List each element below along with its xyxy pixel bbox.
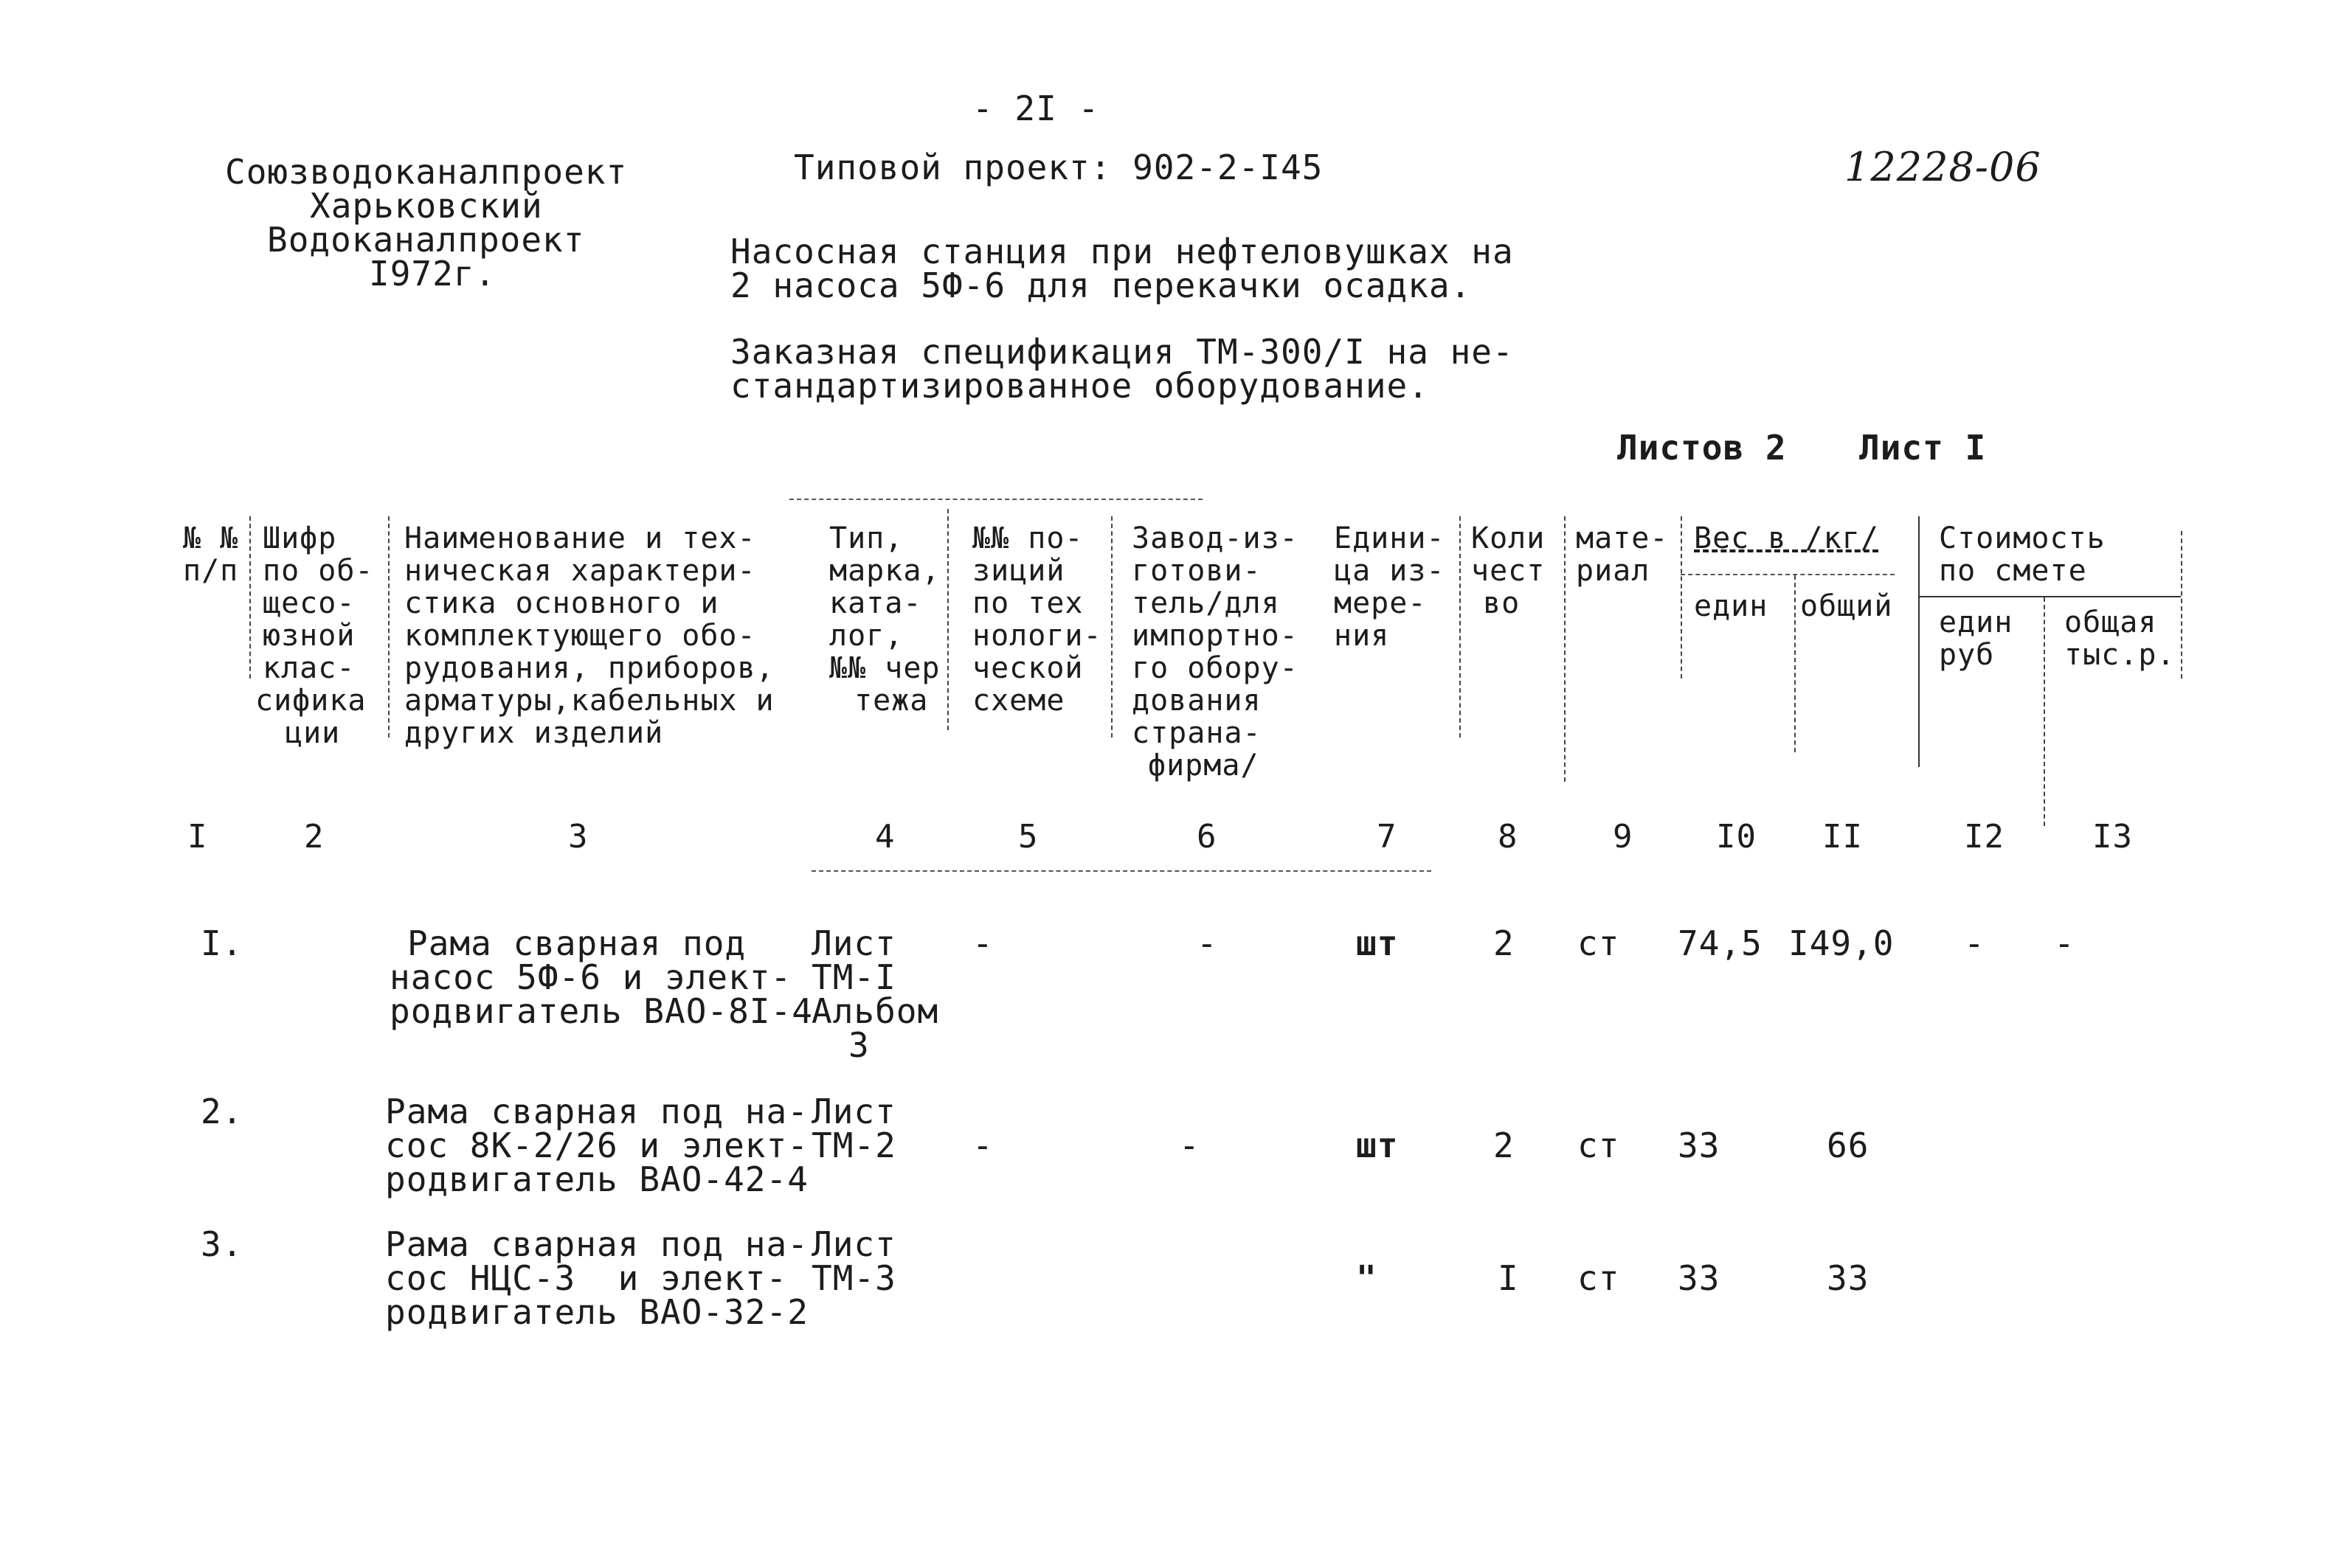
row-type-line: ТМ-3	[812, 1258, 896, 1298]
header-pos-1: №№ по-	[972, 521, 1084, 555]
row-unit: шт	[1356, 1125, 1399, 1165]
header-code-2: по об-	[263, 554, 374, 588]
header-maker-5: го обору-	[1132, 651, 1298, 685]
row-type-line: Лист	[812, 923, 896, 963]
sheets-total: Листов 2	[1617, 428, 1787, 468]
row-name-line: сос 8К-2/26 и элект-	[385, 1125, 809, 1165]
header-maker-2: готови-	[1132, 554, 1262, 588]
sheet-current: Лист I	[1859, 428, 1987, 468]
header-type-6: тежа	[854, 684, 929, 718]
col-number-4: 4	[875, 818, 896, 856]
header-qty-1: Коли	[1471, 521, 1546, 555]
header-unit-4: ния	[1334, 619, 1390, 653]
page-number: - 2I -	[972, 89, 1100, 128]
header-maker-4: импортно-	[1132, 619, 1298, 653]
header-type-4: лог,	[829, 619, 904, 653]
col-divider-9	[1681, 516, 1682, 679]
header-unit-1: Едини-	[1334, 521, 1445, 555]
row-type-line: Лист	[812, 1092, 896, 1131]
row-number: 3.	[201, 1224, 243, 1264]
org-branch: Харьковский	[310, 186, 543, 226]
row-type-line: 3	[848, 1025, 870, 1065]
header-pos-3: по тех	[972, 586, 1084, 620]
col-number-5: 5	[1018, 818, 1039, 856]
row-cost-total: -	[2054, 923, 2075, 963]
col-number-1: I	[187, 818, 208, 856]
header-name-1: Наименование и тех-	[404, 521, 756, 555]
row-weight-unit: 33	[1678, 1125, 1720, 1165]
project-title: Типовой проект: 902-2-I45	[794, 148, 1324, 187]
column-numbers-rule	[812, 870, 1431, 872]
row-material: ст	[1577, 923, 1620, 963]
row-material: ст	[1577, 1125, 1620, 1165]
header-material-2: риал	[1576, 554, 1650, 588]
description-line-1: Насосная станция при нефтеловушках на	[730, 232, 1514, 271]
header-code-4: юзной	[263, 619, 356, 653]
col-number-9: 9	[1613, 818, 1633, 856]
row-quantity: I	[1498, 1258, 1519, 1298]
header-pos-4: нологи-	[972, 619, 1102, 653]
header-maker-7: страна-	[1132, 716, 1262, 750]
row-type-line: Альбом	[812, 991, 939, 1031]
header-type-1: Тип,	[829, 521, 904, 555]
row-type-line: ТМ-2	[812, 1125, 896, 1165]
col-number-11: II	[1822, 818, 1863, 856]
header-cost-1: Стоимость	[1939, 521, 2106, 555]
row-cost-unit: -	[1964, 923, 1985, 963]
row-name-line: родвигатель ВАО-42-4	[385, 1159, 809, 1199]
header-weight-total: общий	[1800, 589, 1893, 623]
row-unit: "	[1356, 1258, 1377, 1298]
header-qty-2: чест	[1471, 554, 1546, 588]
row-name-line: Рама сварная под на-	[385, 1092, 809, 1131]
row-name-line: насос 5Ф-6 и элект-	[390, 957, 792, 997]
row-material: ст	[1577, 1258, 1620, 1298]
org-year: I972г.	[369, 254, 497, 294]
org-institute: Водоканалпроект	[267, 220, 585, 260]
col-number-7: 7	[1377, 818, 1397, 856]
header-maker-1: Завод-из-	[1132, 521, 1298, 555]
header-top-rule	[789, 499, 1203, 500]
col-divider-1	[249, 516, 251, 679]
row-type-line: ТМ-I	[812, 957, 896, 997]
row-name-line: родвигатель ВАО-32-2	[385, 1292, 809, 1332]
header-pos-5: ческой	[972, 651, 1084, 685]
col-divider-13	[2181, 531, 2182, 679]
org-name: Союзводоканалпроект	[225, 152, 628, 192]
col-divider-10	[1794, 575, 1796, 752]
row-weight-unit: 74,5	[1678, 923, 1763, 963]
header-cost-total-1: общая	[2064, 606, 2157, 639]
header-unit-3: мере-	[1334, 586, 1427, 620]
col-number-3: 3	[568, 818, 589, 856]
header-code-1: Шифр	[263, 521, 337, 555]
header-code-6: сифика	[255, 684, 367, 718]
row-name-line: Рама сварная под	[407, 923, 747, 963]
header-weight-unit: един	[1694, 589, 1768, 623]
row-name-line: сос НЦС-3 и элект-	[385, 1258, 788, 1298]
row-number: 2.	[201, 1092, 243, 1131]
header-cost-total-2: тыс.р.	[2064, 638, 2176, 672]
header-num-2: п/п	[183, 554, 239, 588]
col-number-6: 6	[1197, 818, 1217, 856]
header-code-3: щесо-	[263, 586, 356, 620]
col-number-12: I2	[1964, 818, 2005, 856]
header-maker-8: фирма/	[1148, 749, 1259, 783]
header-name-2: ническая характери-	[404, 554, 756, 588]
col-number-13: I3	[2092, 818, 2133, 856]
row-name-line: родвигатель ВАО-8I-4	[390, 991, 813, 1031]
col-number-8: 8	[1498, 818, 1518, 856]
header-maker-3: тель/для	[1132, 586, 1280, 620]
row-position: -	[972, 1125, 994, 1165]
header-name-7: других изделий	[404, 716, 664, 750]
row-quantity: 2	[1493, 923, 1515, 963]
col-divider-12	[2044, 597, 2045, 826]
row-quantity: 2	[1493, 1125, 1515, 1165]
description-line-2: 2 насоса 5Ф-6 для перекачки осадка.	[730, 266, 1472, 305]
header-name-5: рудования, приборов,	[404, 651, 775, 685]
row-weight-total: 66	[1827, 1125, 1870, 1165]
col-divider-2	[388, 516, 390, 738]
header-maker-6: дования	[1132, 684, 1262, 718]
col-divider-8	[1564, 516, 1566, 782]
row-weight-total: I49,0	[1788, 923, 1895, 963]
header-weight: Вес в /кг/	[1694, 521, 1879, 555]
col-divider-7	[1459, 516, 1461, 738]
header-code-5: клас-	[263, 651, 356, 685]
row-position: -	[972, 923, 994, 963]
header-pos-6: схеме	[972, 684, 1065, 718]
header-pos-2: зиций	[972, 554, 1065, 588]
header-unit-2: ца из-	[1334, 554, 1445, 588]
header-type-3: ката-	[829, 586, 922, 620]
header-cost-unit-1: един	[1939, 606, 2013, 639]
spec-title-line-2: стандартизированное оборудование.	[730, 366, 1429, 406]
header-name-6: арматуры,кабельных и	[404, 684, 775, 718]
cost-subheader-rule	[1918, 596, 2181, 597]
row-unit: шт	[1356, 923, 1399, 963]
header-qty-3: во	[1483, 586, 1521, 620]
row-weight-unit: 33	[1678, 1258, 1720, 1298]
row-number: I.	[201, 923, 243, 963]
col-number-2: 2	[304, 818, 325, 856]
header-type-5: №№ чер	[829, 651, 941, 685]
document-code: 12228-06	[1844, 144, 2041, 190]
header-name-3: стика основного и	[404, 586, 719, 620]
header-num-1: № №	[183, 521, 239, 555]
col-divider-11	[1918, 516, 1920, 767]
header-cost-2: по смете	[1939, 554, 2087, 588]
row-maker: -	[1197, 923, 1218, 963]
row-name-line: Рама сварная под на-	[385, 1224, 809, 1264]
row-type-line: Лист	[812, 1224, 896, 1264]
header-code-7: ции	[285, 716, 341, 750]
header-name-4: комплектующего обо-	[404, 619, 756, 653]
header-material-1: мате-	[1576, 521, 1669, 555]
col-divider-5	[1111, 516, 1113, 738]
weight-subheader-rule	[1681, 574, 1895, 575]
header-type-2: марка,	[829, 554, 941, 588]
row-weight-total: 33	[1827, 1258, 1870, 1298]
spec-title-line-1: Заказная спецификация ТМ-300/I на не-	[730, 332, 1514, 372]
col-divider-4	[947, 509, 949, 730]
header-cost-unit-2: руб	[1939, 638, 1995, 672]
row-maker: -	[1179, 1125, 1200, 1165]
col-number-10: I0	[1716, 818, 1757, 856]
